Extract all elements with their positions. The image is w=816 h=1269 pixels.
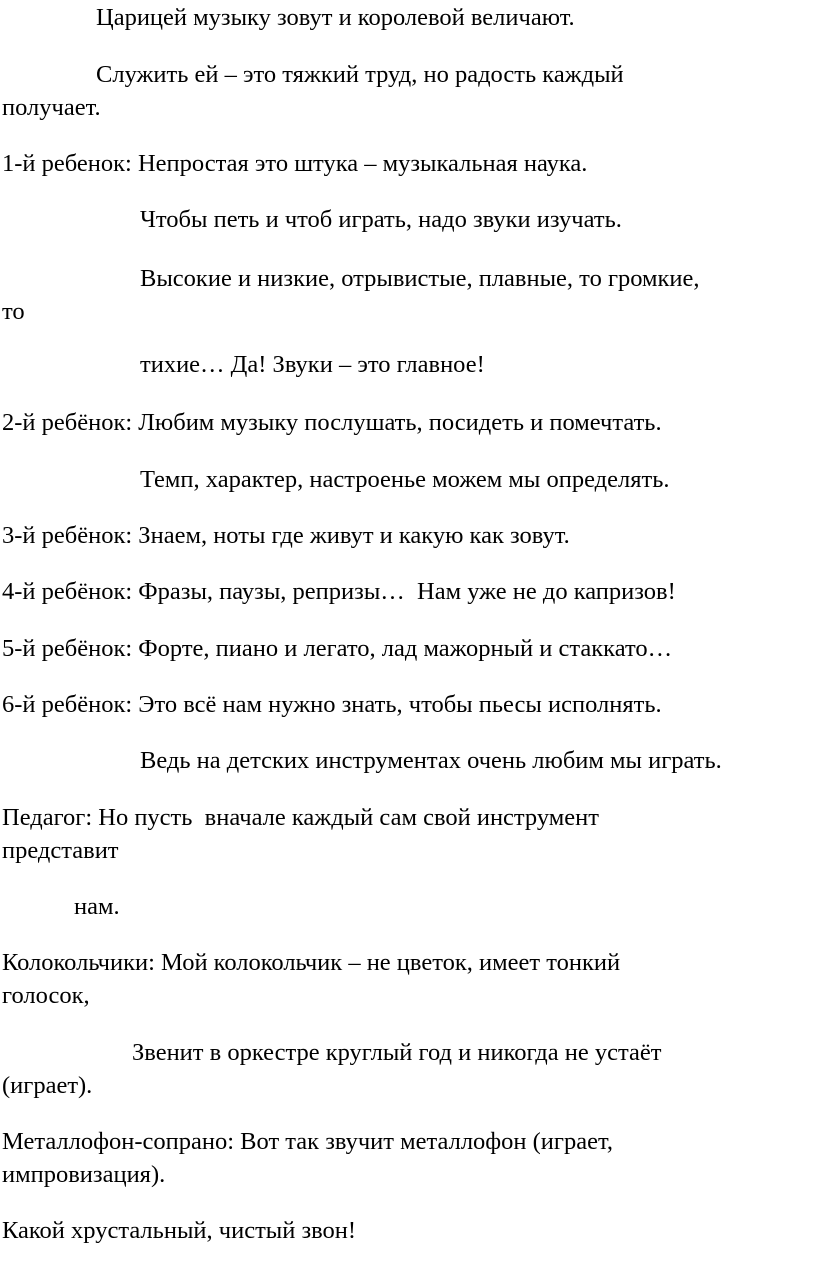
line-10: Темп, характер, настроенье можем мы определять. — [140, 466, 670, 493]
line-1: Царицей музыку зовут и королевой величают. — [96, 4, 575, 31]
line-2: Служить ей – это тяжкий труд, но радость каждый — [96, 61, 624, 88]
line-12: 4-й ребёнок: Фразы, паузы, репризы… Нам уже не до капризов! — [2, 578, 676, 605]
line-19: Колокольчики: Мой колокольчик – не цветок, имеет тонкий — [2, 949, 621, 976]
line-11: 3-й ребёнок: Знаем, ноты где живут и какую как зовут. — [2, 522, 570, 549]
line-13: 5-й ребёнок: Форте, пиано и легато, лад мажорный и стаккато… — [2, 635, 673, 662]
line-18: нам. — [74, 893, 120, 920]
line-8: тихие… Да! Звуки – это главное! — [140, 351, 485, 378]
line-3: получает. — [2, 94, 101, 121]
line-21: Звенит в оркестре круглый год и никогда не устаёт — [132, 1039, 662, 1066]
line-4: 1-й ребенок: Непростая это штука – музыкальная наука. — [2, 150, 588, 177]
line-20: голосок, — [2, 982, 90, 1009]
line-23: Металлофон-сопрано: Вот так звучит металлофон (играет, — [2, 1128, 613, 1155]
line-5: Чтобы петь и чтоб играть, надо звуки изучать. — [140, 206, 622, 233]
line-14: 6-й ребёнок: Это всё нам нужно знать, чтобы пьесы исполнять. — [2, 691, 662, 718]
line-22: (играет). — [2, 1072, 93, 1099]
line-17: представит — [2, 837, 119, 864]
line-24: импровизация). — [2, 1161, 166, 1188]
line-16: Педагог: Но пусть вначале каждый сам свой инструмент — [2, 804, 599, 831]
line-15: Ведь на детских инструментах очень любим мы играть. — [140, 747, 722, 774]
line-9: 2-й ребёнок: Любим музыку послушать, посидеть и помечтать. — [2, 409, 662, 436]
line-7: то — [2, 298, 25, 325]
line-6: Высокие и низкие, отрывистые, плавные, то громкие, — [140, 265, 700, 292]
line-25: Какой хрустальный, чистый звон! — [2, 1217, 357, 1244]
